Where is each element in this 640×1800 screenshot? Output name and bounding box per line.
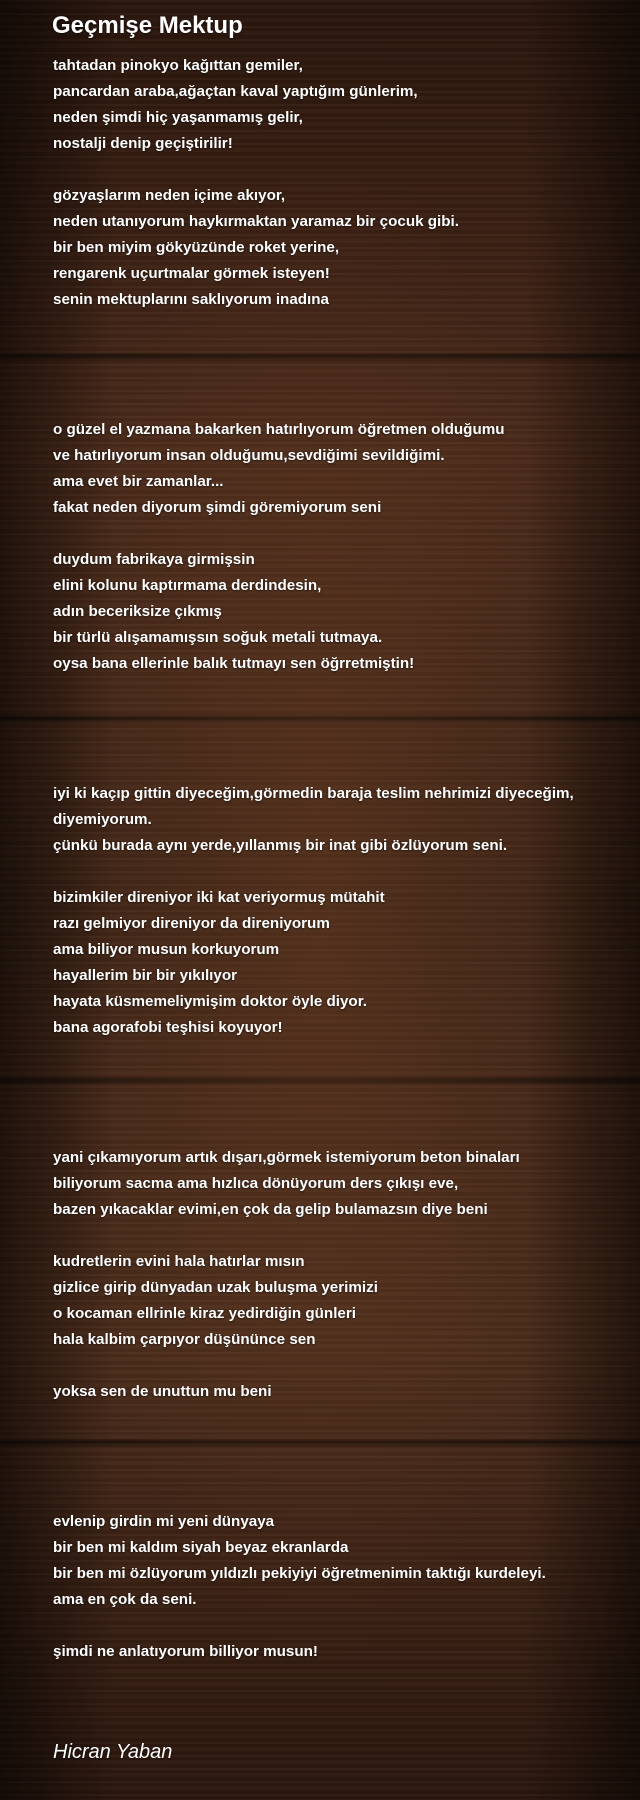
- poem-line: biliyorum sacma ama hızlıca dönüyorum ders çıkışı eve,: [53, 1175, 459, 1192]
- poem-line: evlenip girdin mi yeni dünyaya: [53, 1513, 275, 1530]
- poem-line: çünkü burada aynı yerde,yıllanmış bir inat gibi özlüyorum seni.: [53, 837, 508, 854]
- poem-line: razı gelmiyor direniyor da direniyorum: [53, 915, 330, 932]
- poem-line: o kocaman ellrinle kiraz yedirdiğin günleri: [53, 1305, 356, 1322]
- stanza: [53, 1509, 613, 1613]
- poem-line: tahtadan pinokyo kağıttan gemiler,: [53, 57, 303, 74]
- poem-line: ama evet bir zamanlar...: [53, 473, 224, 490]
- poem-line: şimdi ne anlatıyorum billiyor musun!: [53, 1643, 318, 1660]
- poem-line: hayata küsmemeliymişim doktor öyle diyor.: [53, 993, 367, 1010]
- stanza: [53, 547, 613, 677]
- poem-line: adın beceriksize çıkmış: [53, 603, 222, 620]
- poem-line: ama en çok da seni.: [53, 1591, 197, 1608]
- poem-section: [53, 1145, 613, 1405]
- stanza: [53, 53, 613, 157]
- poem-line: bir ben miyim gökyüzünde roket yerine,: [53, 239, 340, 256]
- poem-line: bana agorafobi teşhisi koyuyor!: [53, 1019, 283, 1036]
- stanza: [53, 1145, 613, 1223]
- poem-line: ama biliyor musun korkuyorum: [53, 941, 280, 958]
- poem-line: bir türlü alışamamışsın soğuk metali tutmaya.: [53, 629, 383, 646]
- poem-line: hayallerim bir bir yıkılıyor: [53, 967, 238, 984]
- stanza: [53, 1249, 613, 1353]
- section-gap: [53, 703, 613, 781]
- poem-section: [53, 53, 613, 313]
- poem-author: Hicran Yaban: [53, 1741, 173, 1763]
- poem-line: yani çıkamıyorum artık dışarı,görmek istemiyorum beton binaları: [53, 1149, 520, 1166]
- poem-line: neden utanıyorum haykırmaktan yaramaz bir çocuk gibi.: [53, 213, 459, 230]
- poem-line: ve hatırlıyorum insan olduğumu,sevdiğimi sevildiğimi.: [53, 447, 445, 464]
- poem-line: senin mektuplarını saklıyorum inadına: [53, 291, 329, 308]
- poem-line: nostalji denip geçiştirilir!: [53, 135, 233, 152]
- section-gap: [53, 1067, 613, 1145]
- poem-section: [53, 1509, 613, 1665]
- section-gap: [53, 1431, 613, 1509]
- stanza: [53, 1639, 613, 1665]
- poem-line: iyi ki kaçıp gittin diyeceğim,görmedin baraja teslim nehrimizi diyeceğim, diyemiyorum.: [53, 785, 574, 828]
- poem-line: bir ben mi kaldım siyah beyaz ekranlarda: [53, 1539, 349, 1556]
- poem-line: oysa bana ellerinle balık tutmayı sen öğrretmiştin!: [53, 655, 415, 672]
- poem-body: [53, 53, 613, 1691]
- poem-line: o güzel el yazmana bakarken hatırlıyorum öğretmen olduğumu: [53, 421, 505, 438]
- poem-line: duydum fabrikaya girmişsin: [53, 551, 255, 568]
- poem-line: neden şimdi hiç yaşanmamış gelir,: [53, 109, 303, 126]
- poem-line: rengarenk uçurtmalar görmek isteyen!: [53, 265, 330, 282]
- poem-line: pancardan araba,ağaçtan kaval yaptığım günlerim,: [53, 83, 418, 100]
- section-gap: [53, 339, 613, 417]
- poem-line: bazen yıkacaklar evimi,en çok da gelip bulamazsın diye beni: [53, 1201, 488, 1218]
- poem-title: Geçmişe Mektup: [52, 12, 243, 39]
- poem-line: gözyaşlarım neden içime akıyor,: [53, 187, 286, 204]
- poem-line: kudretlerin evini hala hatırlar mısın: [53, 1253, 305, 1270]
- stanza: [53, 1379, 613, 1405]
- poem-section: [53, 781, 613, 1041]
- poem-line: fakat neden diyorum şimdi göremiyorum seni: [53, 499, 382, 516]
- stanza: [53, 183, 613, 313]
- poem-line: elini kolunu kaptırmama derdindesin,: [53, 577, 322, 594]
- stanza: [53, 417, 613, 521]
- poem-line: hala kalbim çarpıyor düşününce sen: [53, 1331, 316, 1348]
- poem-line: bir ben mi özlüyorum yıldızlı pekiyiyi öğretmenimin taktığı kurdeleyi.: [53, 1565, 546, 1582]
- poem-section: [53, 417, 613, 677]
- poem-line: yoksa sen de unuttun mu beni: [53, 1383, 272, 1400]
- poem-line: gizlice girip dünyadan uzak buluşma yerimizi: [53, 1279, 378, 1296]
- stanza: [53, 885, 613, 1041]
- poem-line: bizimkiler direniyor iki kat veriyormuş mütahit: [53, 889, 385, 906]
- stanza: [53, 781, 613, 859]
